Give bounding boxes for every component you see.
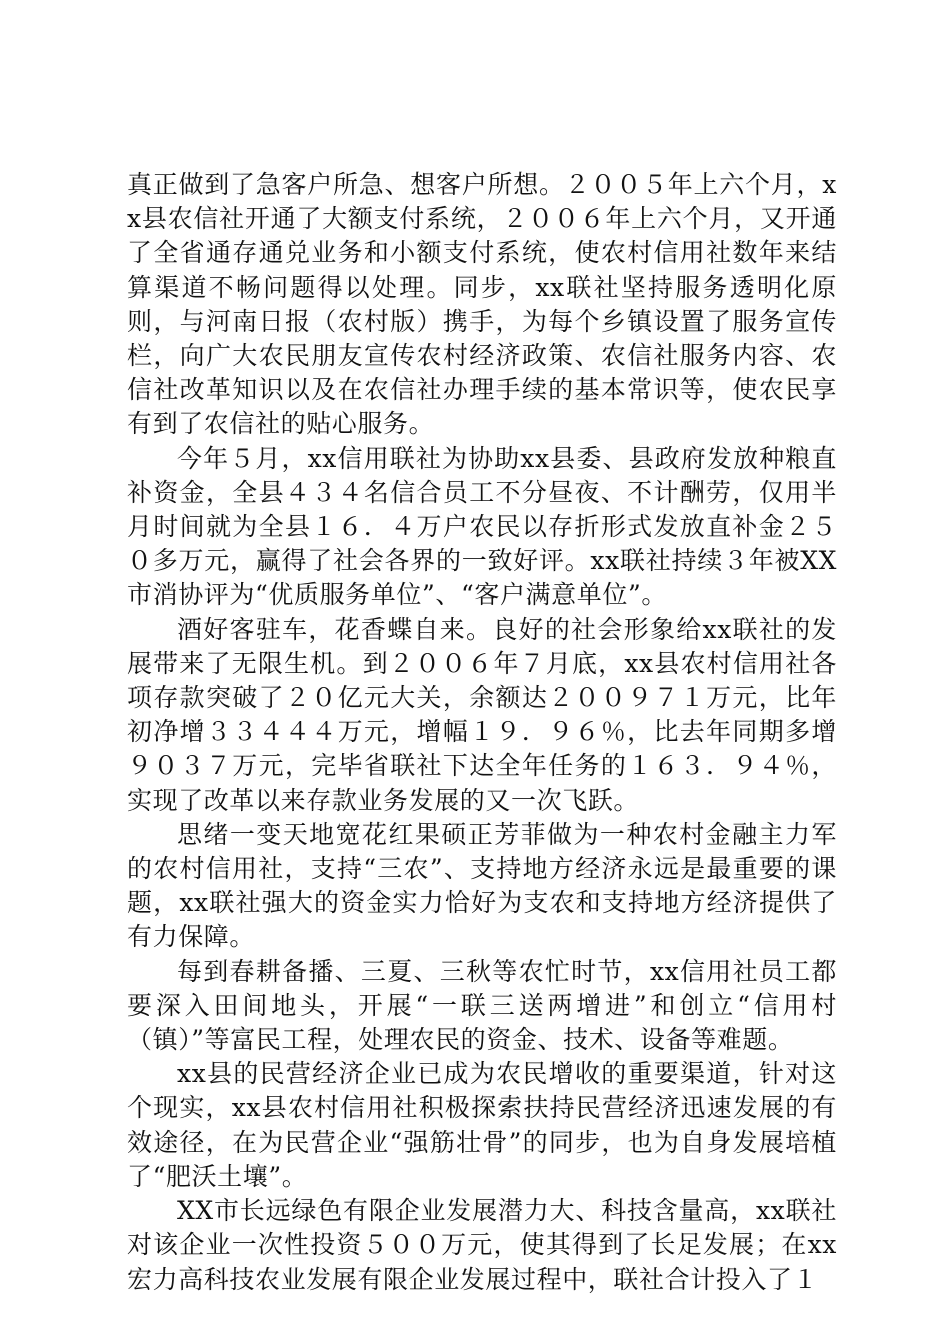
paragraph-farming-season-service: 每到春耕备播、三夏、三秋等农忙时节，xx信用社员工都要深入田间地头，开展“一联三送两增进”和创立“信用村（镇）”等富民工程，处理农民的资金、技术、设备等难题。 — [127, 956, 837, 1055]
paragraph-enterprise-investment: XX市长远绿色有限企业发展潜力大、科技含量高，xx联社对该企业一次性投资５００万元，使其得到了长足发展；在xx宏力高科技农业发展有限企业发展过程中，联社合计投入了１ — [127, 1196, 837, 1294]
paragraph-private-economy: xx县的民营经济企业已成为农民增收的重要渠道，针对这个现实，xx县农村信用社积极探索扶持民营经济迅速发展的有效途径，在为民营企业“强筋壮骨”的同步，也为自身发展培植了“肥沃土壤”。 — [127, 1059, 837, 1191]
paragraph-deposit-services-continued: 真正做到了急客户所急、想客户所想。２００５年上六个月，xx县农信社开通了大额支付系统，２００６年上六个月，又开通了全省通存通兑业务和小额支付系统，使农村信用社数年来结算渠道不畅问题得以处理。同步，xx联社坚持服务透明化原则，与河南日报（农村版）携手，为每个乡镇设置了服务宣传栏，向广大农民朋友宣传农村经济政策、农信社服务内容、农信社改革知识以及在农信社办理手续的基本常识等，使农民享有到了农信社的贴心服务。 — [127, 170, 837, 439]
paragraph-grain-subsidy: 今年５月，xx信用联社为协助xx县委、县政府发放种粮直补资金，全县４３４名信合员工不分昼夜、不计酬劳，仅用半月时间就为全县１６．４万户农民以存折形式发放直补金２５０多万元，赢得了社会各界的一致好评。xx联社持续３年被XX市消协评为“优质服务单位”、“客户满意单位”。 — [127, 443, 837, 610]
paragraph-rural-finance-support: 思绪一变天地宽花红果硕正芳菲做为一种农村金融主力军的农村信用社，支持“三农”、支持地方经济永远是最重要的课题，xx联社强大的资金实力恰好为支农和支持地方经济提供了有力保障。 — [127, 819, 837, 952]
document-body — [127, 168, 837, 1297]
paragraph-deposit-growth: 酒好客驻车，花香蝶自来。良好的社会形象给xx联社的发展带来了无限生机。到２００６年７月底，xx县农村信用社各项存款突破了２０亿元大关，余额达２００９７１万元，比年初净增３３４４４万元，增幅１９．９６％，比去年同期多增９０３７万元，完毕省联社下达全年任务的１６３．９４％，实现了改革以来存款业务发展的又一次飞跃。 — [127, 614, 837, 815]
